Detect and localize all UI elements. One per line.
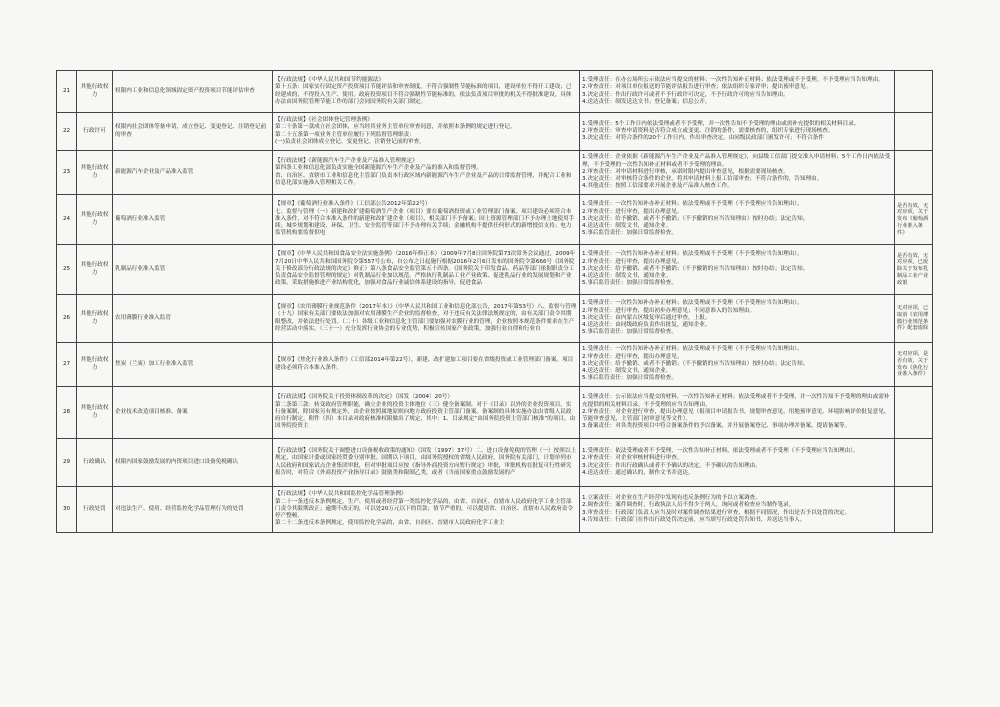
responsibility bbox=[580, 71, 895, 113]
responsibility-line: 5.事后监管责任：加强日常监督检查。 bbox=[582, 230, 677, 237]
row-number: 28 bbox=[57, 387, 77, 439]
responsibility bbox=[580, 151, 895, 195]
responsibility bbox=[580, 195, 895, 245]
responsibility-line: 3.决定责任：给予撤销、或者不予撤销；（不予撤销的应当告知理由）按时办结；法定告知。 bbox=[582, 360, 809, 367]
responsibility-line: 2.审查责任：审查申请资料是否符合成立或变更、注销的条件，需要核查的，组织专家进行现场核查。 bbox=[582, 127, 834, 134]
responsibility-line: 4.送达责任：制发送达文书；登记备案；信息公开。 bbox=[582, 98, 711, 105]
legal-basis bbox=[273, 195, 580, 245]
item-name: 农用薄膜行业准入监管 bbox=[113, 295, 273, 343]
responsibility-line: 1.受理责任：一次性告知补办补正材料；依法受理或不予受理（不予受理应当告知理由）。 bbox=[582, 346, 803, 353]
power-type: 其他行政权力 bbox=[77, 295, 113, 343]
remark bbox=[895, 387, 933, 439]
responsibility bbox=[580, 113, 895, 151]
table-row bbox=[57, 245, 933, 295]
responsibility-line: 2.审查责任：进行审查，提出初步办理意见；不同意准入的告知理由。 bbox=[582, 307, 756, 314]
row-number: 30 bbox=[57, 487, 77, 533]
legal-basis bbox=[273, 343, 580, 387]
item-name: 权限内国家鼓励发展的内资项目进口设备免税确认 bbox=[113, 439, 273, 487]
responsibility-line: 4.送达责任：由同级政府负责作出批复，通知企业。 bbox=[582, 322, 711, 329]
remark: 是否有效，无对应项，关于发布《葡萄酒行业准入条件》 bbox=[895, 195, 933, 245]
remark bbox=[895, 151, 933, 195]
responsibility-line: 1.受理责任：在办公场所公示依法应当提交的材料；一次性告知补正材料；依法受理或不予受理。不予受理应当告知理由。 bbox=[582, 77, 884, 84]
basis-line: 【规章】《农用薄膜行业规范条件（2017年本）》（中华人民共和国工业和信息化部公告，2017年第53号）八、监督与管理（十九）国家有关部门要依法加强对农用薄膜生产企业的监督检查，对于违反有关法律法规规定的，由有关部门责令其期限整改，并依法进行处罚。（二十）各级工业和信息化主管部门要加强对农膜行业的管理，企业按照本规范条件要求在生产经营活动中落实。（三十一）充分发挥行业协会的专业优势，积极宣传国家产业政策，加强行业自律和行业自 bbox=[275, 304, 577, 332]
row-number: 21 bbox=[57, 71, 77, 113]
responsibility bbox=[580, 343, 895, 387]
basis-line: 第二十二条违反本条例规定，使用监控化学品的，由省、自治区、直辖市人民政府化学工业主 bbox=[275, 520, 505, 527]
table-row bbox=[57, 113, 933, 151]
basis-line: 【行政法规】《中华人民共和国节约能源法》 bbox=[275, 77, 385, 84]
responsibility-line: 2.审查责任：对项目单位报送的节能评估报告进行审查；依法组织专家评审；提出预审意见。 bbox=[582, 84, 812, 91]
responsibility-line: 1.立案责任：对企业在生产经营中发现有违反条例行为的予以立案调查。 bbox=[582, 495, 761, 502]
power-type: 其他行政权力 bbox=[77, 245, 113, 295]
item-name: 焦炭（兰炭）加工行业准入监管 bbox=[113, 343, 273, 387]
basis-line: 【行政法规】《国务院关于投资体制改革的决定》（国发〔2004〕20号） bbox=[275, 394, 453, 401]
responsibility-line: 3.决定责任：由内蒙古区级复审后通过审查，上报。 bbox=[582, 314, 711, 321]
row-number: 27 bbox=[57, 343, 77, 387]
responsibility-line: 2.审查责任：进行审查，提出办理意见。 bbox=[582, 353, 683, 360]
legal-basis bbox=[273, 151, 580, 195]
table-row bbox=[57, 195, 933, 245]
row-number: 24 bbox=[57, 195, 77, 245]
power-type: 其他行政权力 bbox=[77, 195, 113, 245]
basis-line: 【规章】《焦化行业准入条件》（工信部2014年第22号），新建、改扩建加工项目要在省级投资或工业管理部门备案。项目建设必须符合本准入条件。 bbox=[275, 357, 574, 371]
table-row bbox=[57, 295, 933, 343]
responsibility-line: 2.审查责任：对企业审核材料进行审查。 bbox=[582, 455, 683, 462]
basis-line: 【行政法规】《国务院关于调整进口设备税收政策的通知》（国发〔1997〕37号）二、进口设备免税的管理（一）按照以上规定，由国家计委或国家经贸委分别审批。国期以下项目，由国务院授权的省级人民政府，国务院有关部门，计划单列市人民政府和国家试点企业集团审批，但对审批项目应按《指导外商投资方向暂行规定》审批，审批机构在批复可行性研究报告时，对符合《外商投资产业指导目录》鼓励类和限制乙类，或者《当前国家重点鼓励发展的产 bbox=[275, 448, 577, 476]
responsibility bbox=[580, 245, 895, 295]
responsibility bbox=[580, 295, 895, 343]
item-name: 乳制品行业准入监管 bbox=[113, 245, 273, 295]
basis-line: (一)负责社会团体成立登记、变更登记、注销登记前的审查。 bbox=[275, 138, 425, 145]
table-row bbox=[57, 151, 933, 195]
item-name: 新能源汽车企业及产品准入监管 bbox=[113, 151, 273, 195]
responsibility-line: 2.调查责任：案件调查时，行政执法人员不得少于两人，询问或者检查应当制作笔录。 bbox=[582, 502, 795, 509]
basis-line: 【行政法规】《新能源汽车生产企业及产品准入管理规定》 bbox=[275, 158, 418, 165]
basis-line: 省、自治区、直辖市工业和信息化主管部门负责本行政区域内新能源汽车生产企业及产品的日常监督管理，并配合工业和信息化部实施准入管理相关工作。 bbox=[275, 172, 572, 186]
responsibility-line: 1.受理责任：依法受理或者不予受理，一次性告知补正材料，依法受理或者不予受理（不予受理应当告知理由）。 bbox=[582, 448, 859, 455]
basis-line: 【规章】《葡萄酒行业准入条件》（工信部公告2012年第22号） bbox=[275, 201, 431, 208]
remark: 无对应项，已取消《农用薄膜行业规范条件》配套废除 bbox=[895, 295, 933, 343]
responsibility bbox=[580, 487, 895, 533]
responsibility-line: 1.受理责任：一次性告知补办补正材料；依法受理或不予受理（不予受理应当告知理由）。 bbox=[582, 251, 803, 258]
basis-line: 第二十一条违反本条例规定，生产、使用或者经营第一类监控化学品的，由省、自治区、直辖市人民政府化学工业主管部门责令其限期改正；逾期不改正的，可以处20万元以下的罚款；情节严重的，可以提请省、自治区、直辖市人民政府责令停产整顿。 bbox=[275, 498, 573, 520]
responsibility-line: 1.受理责任：一次性告知补办补正材料；依法受理或不予受理（不予受理应当告知理由）。 bbox=[582, 300, 803, 307]
responsibility-line: 3.决定责任：给予撤销、或者不予撤销；（不予撤销的应当告知理由）按时办结；法定告知。 bbox=[582, 215, 809, 222]
responsibility-line: 2.审查责任：对企业进行审查，提出办理意见（报项目申请报告书，规划审查意见，用地预审意见、环境影响评价批复意见、节能审查意见，主管部门初审意见等文件）。 bbox=[582, 408, 890, 423]
row-number: 29 bbox=[57, 439, 77, 487]
responsibility-line: 2.审查责任：对申请材料进行审核，承诺时限内提出审查意见，根据需要现场核查。 bbox=[582, 168, 789, 175]
responsibility-line: 1.受理责任：一次性告知补办补正材料；依法受理或不予受理（不予受理应当告知理由）。 bbox=[582, 201, 803, 208]
remark bbox=[895, 71, 933, 113]
power-type: 其他行政权力 bbox=[77, 387, 113, 439]
basis-line: 第四条工业和信息化部负责实施全国新能源汽车生产企业及产品的准入和监督管理。 bbox=[275, 165, 482, 172]
table-row bbox=[57, 387, 933, 439]
basis-line: 【规章】《中华人民共和国食品安全法实施条例》（2016年修正本）（2009年7月8日国务院第73次常务会议通过，2009年7月20日中华人民共和国国务院令第557号公布，自公布之日起施行根据2016年2月6日发布的国务院令第666号《国务院关于修改部分行政法规的决定》修正）第八条食品安全监管第五十四条。《国务院关于印发食品、药品等部门依据职责分工负责食品安全监督管理的规定》对乳制品行业加以规范。严格执行乳制品工业产业政策、促进乳品行业的发展规划和产业政策。采取措施推进产业结构优化，加强对食品行业诚信体系建设的指导，促进食品 bbox=[275, 251, 576, 287]
responsibility-line: 3.备案责任：对各类投资项目中符合备案条件的予以备案，并开展备案登记、事项办理并备案，提请备案等。 bbox=[582, 423, 851, 430]
power-type: 行政许可 bbox=[77, 113, 113, 151]
basis-line: 第二十五条第一项业务主管单位履行下列监督管理职责： bbox=[275, 131, 415, 138]
responsibility-line: 3.决定责任：作出行政许可或者不予行政许可决定，不予行政许可的应当告知理由。 bbox=[582, 91, 789, 98]
row-number: 25 bbox=[57, 245, 77, 295]
responsibility-line: 5.事后监管责任：加强日常监督检查。 bbox=[582, 375, 677, 382]
power-type: 其他行政权力 bbox=[77, 151, 113, 195]
basis-line: 【行政法规】《中华人民共和国监控化学品管理条例》 bbox=[275, 491, 407, 498]
remark: 无对应项，是否有效，关于发布《焦化行业准入条件》 bbox=[895, 343, 933, 387]
legal-basis bbox=[273, 487, 580, 533]
responsibility-line: 5.事后监管责任：加强日常监督检查。 bbox=[582, 280, 677, 287]
responsibility bbox=[580, 387, 895, 439]
responsibility-line: 2.审查责任：进行审查，提出办理意见。 bbox=[582, 258, 683, 265]
legal-basis bbox=[273, 245, 580, 295]
responsibility-line: 4.送达责任：制发文书，通知企业。 bbox=[582, 273, 672, 280]
basis-line: 第二条第三款：转变政府管理职能，确立企业的投资主体地位（三）健全备案制。对于《目录》以外的企业投资项目，实行备案制，除国家另有规定外，由企业按照属地原则向地方政府投资主管部门备案。备案制的具体实施办法由省级人民政府自行制定。附件（四）本目录对政府核准权限做出了规定，其中：1、目录规定“由国务院投资主管部门核准”的项目，由国务院投资主 bbox=[275, 401, 576, 430]
legal-basis bbox=[273, 439, 580, 487]
row-number: 26 bbox=[57, 295, 77, 343]
basis-line: 【行政法规】《社会团体登记管理条例》 bbox=[275, 117, 373, 124]
table-row bbox=[57, 439, 933, 487]
item-name: 葡萄酒行业准入监管 bbox=[113, 195, 273, 245]
responsibility-line: 2.审查责任：进行审查，提出办理意见。 bbox=[582, 208, 683, 215]
remark bbox=[895, 487, 933, 533]
basis-line: 第十五条：国家实行固定资产投资项目节能评估和审查制度。不符合强制性节能标准的项目，建设单位不得开工建设；已经建成的，不得投入生产、使用。政府投资项目不符合强制性节能标准的，依法负责项目审批的机关不得批准建设。具体办法由国务院管理节能工作的部门会同国务院有关部门制定。 bbox=[275, 84, 572, 105]
power-list-table bbox=[56, 70, 933, 533]
basis-line: 七、监督与管理（一）新建和改扩建葡萄酒生产企业（项目）要在葡萄酒投资或工业管理部门备案。项目建设必须符合本准入条件，对不符合本准入条件的新建和改扩建企业（项目），相关部门不予备案；国土资源管理部门不予办理土地使用手续；城乡规划和建设、环保、卫生、安全监管等部门不予办理有关手续；金融机构不提供任何形式的新增授信支持；电力监管机构要监督供电 bbox=[275, 208, 575, 237]
power-type: 行政确认 bbox=[77, 439, 113, 487]
power-type: 行政处罚 bbox=[77, 487, 113, 533]
responsibility-line: 3.审查责任：行政部门负责人应当及时对案件调查结果进行审查，根据不同情况，作出是否予以处罚的决定。 bbox=[582, 509, 851, 516]
responsibility-line: 4.送达责任：制发文书，通知企业。 bbox=[582, 368, 672, 375]
responsibility-line: 1.受理责任：企业依据《新能源汽车生产企业及产品准入管理规定》，向县级工信部门提交准入申请材料；5个工作日内依法受理，不予受理的一次性告知补正材料或者不予受理的理由。 bbox=[582, 154, 891, 168]
responsibility-line: 1.受理责任：5个工作日内依法受理或者不予受理，并一次性告知不予受理的理由或需补充提供的相关材料目录。 bbox=[582, 120, 860, 127]
legal-basis bbox=[273, 113, 580, 151]
responsibility-line: 4.告知责任：行政部门在作出行政处罚决定前，应当填写行政处罚告知书，并送达当事人。 bbox=[582, 516, 806, 523]
basis-line: 第二十条第一款成立社会团体，应当经其业务主管单位审查同意，并依照本条例的规定进行登记。 bbox=[275, 124, 516, 131]
power-type: 其他行政权力 bbox=[77, 71, 113, 113]
row-number: 23 bbox=[57, 151, 77, 195]
responsibility-line: 3.决定责任：对审核符合条件的企业，将其申请材料上报工信部审查；不符合条件的，告知理由。 bbox=[582, 176, 823, 183]
remark bbox=[895, 439, 933, 487]
responsibility-line: 3.决定责任：作出行政确认或者不予确认的决定，不予确认的告知理由。 bbox=[582, 462, 761, 469]
item-name: 对违法生产、使用、经营监控化学品管理行为的处罚 bbox=[113, 487, 273, 533]
responsibility-line: 4.送达责任：通过确认的，制作文书并送达。 bbox=[582, 469, 694, 476]
table-row bbox=[57, 71, 933, 113]
responsibility-line: 5.事后监管责任：加强日常监督检查。 bbox=[582, 329, 677, 336]
responsibility-line: 4.送达责任：制发文书，通知企业。 bbox=[582, 223, 672, 230]
item-name: 权限内社会团体等备申请，成立登记、变更登记、注销登记前的审查 bbox=[113, 113, 273, 151]
legal-basis bbox=[273, 71, 580, 113]
row-number: 22 bbox=[57, 113, 77, 151]
remark bbox=[895, 113, 933, 151]
responsibility-line: 3.决定责任：对符合条件的20个工作日内，作出审查决定，由同级民政部门颁发许可；不符合条件 bbox=[582, 135, 824, 142]
item-name: 企业技术改造项目核准、备案 bbox=[113, 387, 273, 439]
item-name: 权限内工业和信息化领域固定资产投资项目节能评估审查 bbox=[113, 71, 273, 113]
responsibility bbox=[580, 439, 895, 487]
legal-basis bbox=[273, 295, 580, 343]
legal-basis bbox=[273, 387, 580, 439]
responsibility-line: 4.其他责任：按照工信部要求开展企业及产品准入核查工作。 bbox=[582, 183, 733, 190]
remark: 是否有效，无对应项，已废除关于发布乳制品工业产业政策 bbox=[895, 245, 933, 295]
power-type: 其他行政权力 bbox=[77, 343, 113, 387]
responsibility-line: 1.受理责任：公示依法应当提交的材料，一次性告知补正材料；依法受理或者不予受理，并一次性告知不予受理的理由或需补充提供的相关材料目录，不予受理的应当告知理由。 bbox=[582, 394, 890, 408]
responsibility-line: 3.决定责任：给予撤销、或者不予撤销；（不予撤销的应当告知理由）按时办结；法定告知。 bbox=[582, 265, 809, 272]
table-row bbox=[57, 487, 933, 533]
table-row bbox=[57, 343, 933, 387]
